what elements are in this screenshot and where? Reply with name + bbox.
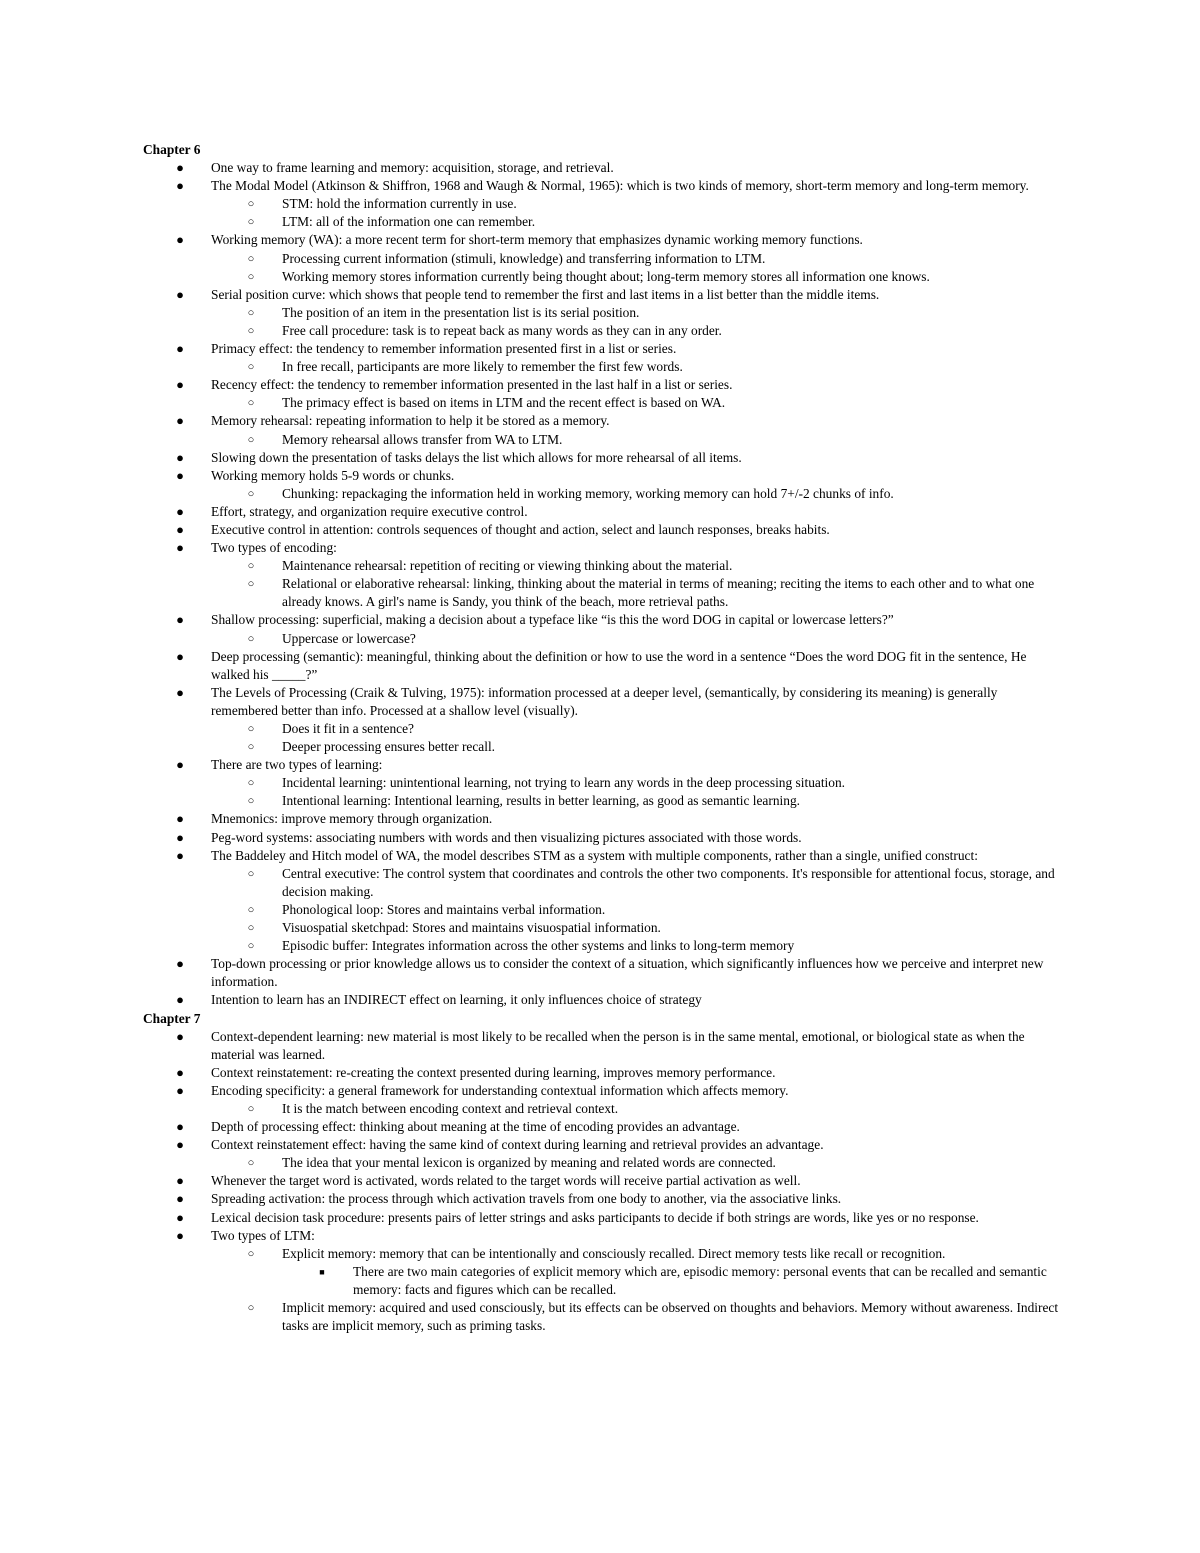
list-item (142, 774, 1062, 792)
list-item-text: Spreading activation: the process through which activation travels from one body to another, via the associative links. (211, 1191, 842, 1207)
bullet-icon: ● (176, 413, 184, 429)
circle-bullet-icon: ○ (247, 361, 255, 374)
list-item-text: Explicit memory: memory that can be intentionally and consciously recalled. Direct memory tests like recall or recognition. (282, 1245, 946, 1261)
list-item (142, 340, 1062, 376)
circle-bullet-icon: ○ (247, 922, 255, 935)
list-item-text: The Modal Model (Atkinson & Shiffron, 1968 and Waugh & Normal, 1965): which is two kinds of memory, short-term memory and long-term memory. (211, 178, 1029, 194)
list-item-text: Free call procedure: task is to repeat back as many words as they can in any order. (282, 322, 722, 338)
list-item-text: Executive control in attention: controls sequences of thought and action, select and launch responses, breaks habits. (211, 521, 830, 537)
bullet-icon: ● (176, 232, 184, 248)
list-item (142, 1172, 1062, 1190)
bullet-icon: ● (176, 612, 184, 628)
square-bullet-icon: ■ (319, 1266, 325, 1277)
sub-list (142, 195, 1062, 231)
list-item-text: Intention to learn has an INDIRECT effect on learning, it only influences choice of strategy (211, 992, 702, 1008)
list-item (142, 810, 1062, 828)
list-item-text: The Baddeley and Hitch model of WA, the model describes STM as a system with multiple components, rather than a single, unified construct: (211, 847, 978, 863)
list-item (142, 213, 1062, 231)
bullet-icon: ● (176, 847, 184, 863)
bullet-icon: ● (176, 377, 184, 393)
sub-list (142, 1154, 1062, 1172)
list-item-text: Working memory holds 5-9 words or chunks. (211, 467, 455, 483)
bullet-icon: ● (176, 956, 184, 972)
list-item (142, 503, 1062, 521)
sub-list (142, 358, 1062, 376)
chapter-7-heading: Chapter 7 (143, 1010, 201, 1026)
list-item-text: Does it fit in a sentence? (282, 721, 414, 736)
bullet-icon: ● (176, 1173, 184, 1189)
bullet-icon: ● (176, 467, 184, 483)
list-item-text: Primacy effect: the tendency to remember information presented first in a list or series. (211, 341, 677, 357)
list-item-text: Slowing down the presentation of tasks delays the list which allows for more rehearsal of all items. (211, 449, 742, 465)
circle-bullet-icon: ○ (247, 270, 255, 283)
list-item-text: Mnemonics: improve memory through organization. (211, 811, 493, 827)
list-item (142, 557, 1062, 575)
circle-bullet-icon: ○ (247, 252, 255, 265)
list-item-text: Processing current information (stimuli, knowledge) and transferring information to LTM. (282, 250, 766, 266)
circle-bullet-icon: ○ (247, 198, 255, 211)
bullet-icon: ● (176, 449, 184, 465)
list-item (142, 231, 1062, 285)
list-item-text: Central executive: The control system that coordinates and controls the other two components. It's responsible for attentional focus, storage, and decision making. (282, 865, 1055, 899)
circle-bullet-icon: ○ (247, 324, 255, 337)
bullet-icon: ● (176, 1209, 184, 1225)
list-item-text: Working memory stores information currently being thought about; long-term memory stores all information one knows. (282, 268, 930, 284)
bullet-icon: ● (176, 1137, 184, 1153)
list-item (142, 847, 1062, 956)
list-item (142, 1245, 1062, 1299)
list-item (142, 756, 1062, 810)
list-item (142, 1082, 1062, 1118)
list-item-text: The primacy effect is based on items in LTM and the recent effect is based on WA. (282, 395, 726, 411)
circle-bullet-icon: ○ (247, 1102, 255, 1115)
sub-list (142, 720, 1062, 756)
circle-bullet-icon: ○ (247, 795, 255, 808)
list-item-text: LTM: all of the information one can remember. (282, 214, 536, 230)
list-item (142, 394, 1062, 412)
circle-bullet-icon: ○ (247, 397, 255, 410)
sub-list (142, 431, 1062, 449)
list-item (142, 648, 1062, 684)
list-item (142, 1154, 1062, 1172)
bullet-icon: ● (176, 521, 184, 537)
circle-bullet-icon: ○ (247, 1302, 255, 1314)
list-item-text: Deeper processing ensures better recall. (282, 739, 496, 755)
circle-bullet-icon: ○ (247, 632, 255, 645)
list-item-text: Intentional learning: Intentional learning, results in better learning, as good as semantic learning. (282, 793, 800, 809)
list-item (142, 322, 1062, 340)
list-item (142, 412, 1062, 448)
list-item-text: Phonological loop: Stores and maintains verbal information. (282, 901, 606, 917)
sub-list (142, 1263, 1062, 1299)
list-item (142, 159, 1062, 177)
bullet-icon: ● (176, 286, 184, 302)
list-item (142, 1028, 1062, 1064)
list-item-text: Effort, strategy, and organization require executive control. (211, 503, 528, 519)
list-item-text: Visuospatial sketchpad: Stores and maintains visuospatial information. (282, 920, 661, 936)
bullet-icon: ● (176, 1191, 184, 1207)
circle-bullet-icon: ○ (247, 777, 255, 790)
list-item-text: Lexical decision task procedure: presents pairs of letter strings and asks participants to decide if both strings are words, like yes or no response. (211, 1209, 979, 1225)
list-item (142, 485, 1062, 503)
bullet-icon: ● (176, 1227, 184, 1243)
list-item (142, 630, 1062, 648)
list-item-text: Depth of processing effect: thinking about meaning at the time of encoding provides an advantage. (211, 1119, 740, 1135)
sub-list (142, 485, 1062, 503)
list-item (142, 1064, 1062, 1082)
list-item (142, 937, 1062, 955)
list-item-text: Top-down processing or prior knowledge allows us to consider the context of a situation, which significantly influences how we perceive and interpret new information. (211, 956, 1044, 990)
list-item-text: Context reinstatement: re-creating the context presented during learning, improves memory performance. (211, 1064, 776, 1080)
bullet-icon: ● (176, 1119, 184, 1135)
circle-bullet-icon: ○ (247, 867, 255, 880)
list-item (142, 431, 1062, 449)
list-item-text: The Levels of Processing (Craik & Tulving, 1975): information processed at a deeper level, (semantically, by considering its meaning) is generally remembered better than info. Processed at a shallow level (visually). (211, 684, 998, 718)
list-item (142, 738, 1062, 756)
list-item (142, 684, 1062, 756)
circle-bullet-icon: ○ (247, 1247, 255, 1260)
document-body (142, 141, 1062, 1335)
list-item-text: Two types of encoding: (211, 540, 337, 556)
list-item (142, 286, 1062, 340)
list-item-text: Shallow processing: superficial, making a decision about a typeface like “is this the word DOG in capital or lowercase letters?” (211, 612, 894, 628)
list-item-text: Whenever the target word is activated, words related to the target words will receive partial activation as well. (211, 1173, 801, 1189)
list-item (142, 1299, 1062, 1335)
sub-list (142, 865, 1062, 955)
list-item (142, 919, 1062, 937)
list-item-text: Encoding specificity: a general framework for understanding contextual information which affects memory. (211, 1082, 789, 1098)
chapter-6-heading: Chapter 6 (143, 142, 201, 157)
list-item-text: Context reinstatement effect: having the same kind of context during learning and retrieval provides an advantage. (211, 1137, 824, 1153)
list-item-text: Relational or elaborative rehearsal: linking, thinking about the material in terms of meaning; reciting the items to each other and to what one already knows. A girl's name is Sandy, you think of the beach, more retrieval paths. (282, 576, 1035, 610)
circle-bullet-icon: ○ (247, 560, 255, 573)
circle-bullet-icon: ○ (247, 940, 255, 953)
list-item-text: In free recall, participants are more likely to remember the first few words. (282, 359, 683, 375)
list-item-text: There are two types of learning: (211, 757, 383, 773)
list-item (142, 720, 1062, 738)
list-item (142, 449, 1062, 467)
sub-list (142, 1245, 1062, 1335)
list-item-text: STM: hold the information currently in use. (282, 196, 517, 212)
list-item (142, 901, 1062, 919)
circle-bullet-icon: ○ (247, 487, 255, 500)
list-item (142, 1190, 1062, 1208)
sub-list (142, 304, 1062, 340)
list-item-text: Working memory (WA): a more recent term for short-term memory that emphasizes dynamic working memory functions. (211, 232, 863, 248)
list-item-text: Deep processing (semantic): meaningful, thinking about the definition or how to use the word in a sentence “Does the word DOG fit in the sentence, He walked his _____?” (211, 648, 1027, 682)
list-item (142, 991, 1062, 1009)
list-item-text: Maintenance rehearsal: repetition of reciting or viewing thinking about the material. (282, 558, 733, 574)
bullet-icon: ● (176, 1064, 184, 1080)
list-item (142, 611, 1062, 647)
list-item (142, 1118, 1062, 1136)
bullet-icon: ● (176, 1082, 184, 1098)
bullet-icon: ● (176, 178, 184, 194)
circle-bullet-icon: ○ (247, 903, 255, 916)
list-item-text: Uppercase or lowercase? (282, 630, 416, 646)
bullet-icon: ● (176, 829, 184, 845)
bullet-icon: ● (176, 503, 184, 519)
list-item (142, 177, 1062, 231)
chapter-6-list (142, 159, 1062, 1009)
bullet-icon: ● (176, 992, 184, 1008)
list-item (142, 1209, 1062, 1227)
circle-bullet-icon: ○ (247, 1157, 255, 1170)
list-item-text: Two types of LTM: (211, 1227, 315, 1243)
list-item (142, 575, 1062, 611)
list-item (142, 358, 1062, 376)
circle-bullet-icon: ○ (247, 723, 255, 735)
list-item (142, 304, 1062, 322)
chapter-7-list (142, 1028, 1062, 1336)
bullet-icon: ● (176, 1028, 184, 1044)
list-item-text: One way to frame learning and memory: acquisition, storage, and retrieval. (211, 160, 614, 176)
bullet-icon: ● (176, 757, 184, 773)
bullet-icon: ● (176, 341, 184, 357)
list-item-text: It is the match between encoding context and retrieval context. (282, 1100, 619, 1116)
list-item-text: Serial position curve: which shows that people tend to remember the first and last items in a list better than the middle items. (211, 286, 880, 302)
sub-list (142, 630, 1062, 648)
list-item (142, 268, 1062, 286)
list-item-text: Recency effect: the tendency to remember information presented in the last half in a list or series. (211, 377, 733, 393)
circle-bullet-icon: ○ (247, 433, 255, 446)
list-item-text: The idea that your mental lexicon is organized by meaning and related words are connected. (282, 1155, 776, 1171)
list-item-text: Chunking: repackaging the information held in working memory, working memory can hold 7+/-2 chunks of info. (282, 485, 894, 501)
bullet-icon: ● (176, 160, 184, 176)
sub-list (142, 394, 1062, 412)
sub-list (142, 250, 1062, 286)
list-item (142, 829, 1062, 847)
circle-bullet-icon: ○ (247, 216, 255, 229)
circle-bullet-icon: ○ (247, 306, 255, 319)
list-item-text: Memory rehearsal: repeating information to help it be stored as a memory. (211, 413, 610, 429)
list-item-text: The position of an item in the presentation list is its serial position. (282, 304, 640, 320)
list-item-text: Implicit memory: acquired and used consciously, but its effects can be observed on thoughts and behaviors. Memory without awareness. Indirect tasks are implicit memory, such as priming tasks. (282, 1300, 1059, 1334)
sub-list (142, 557, 1062, 611)
list-item (142, 539, 1062, 611)
circle-bullet-icon: ○ (247, 741, 255, 754)
list-item-text: Context-dependent learning: new material is most likely to be recalled when the person is in the same mental, emotional, or biological state as when the material was learned. (211, 1028, 1025, 1062)
bullet-icon: ● (176, 540, 184, 556)
bullet-icon: ● (176, 811, 184, 827)
list-item (142, 1263, 1062, 1299)
circle-bullet-icon: ○ (247, 578, 255, 591)
list-item (142, 250, 1062, 268)
list-item-text: There are two main categories of explicit memory which are, episodic memory: personal events that can be recalled and semantic memory: facts and figures which can be recalled. (353, 1263, 1047, 1297)
list-item (142, 865, 1062, 901)
list-item (142, 521, 1062, 539)
list-item-text: Episodic buffer: Integrates information across the other systems and links to long-term memory (282, 938, 795, 954)
bullet-icon: ● (176, 684, 184, 700)
list-item (142, 467, 1062, 503)
list-item (142, 1227, 1062, 1336)
list-item-text: Incidental learning: unintentional learning, not trying to learn any words in the deep processing situation. (282, 775, 846, 791)
list-item-text: Peg-word systems: associating numbers with words and then visualizing pictures associated with those words. (211, 829, 802, 845)
list-item (142, 955, 1062, 991)
list-item (142, 1136, 1062, 1172)
list-item (142, 376, 1062, 412)
sub-list (142, 1100, 1062, 1118)
list-item (142, 1100, 1062, 1118)
list-item-text: Memory rehearsal allows transfer from WA to LTM. (282, 431, 563, 447)
list-item (142, 792, 1062, 810)
sub-list (142, 774, 1062, 810)
bullet-icon: ● (176, 648, 184, 664)
list-item (142, 195, 1062, 213)
